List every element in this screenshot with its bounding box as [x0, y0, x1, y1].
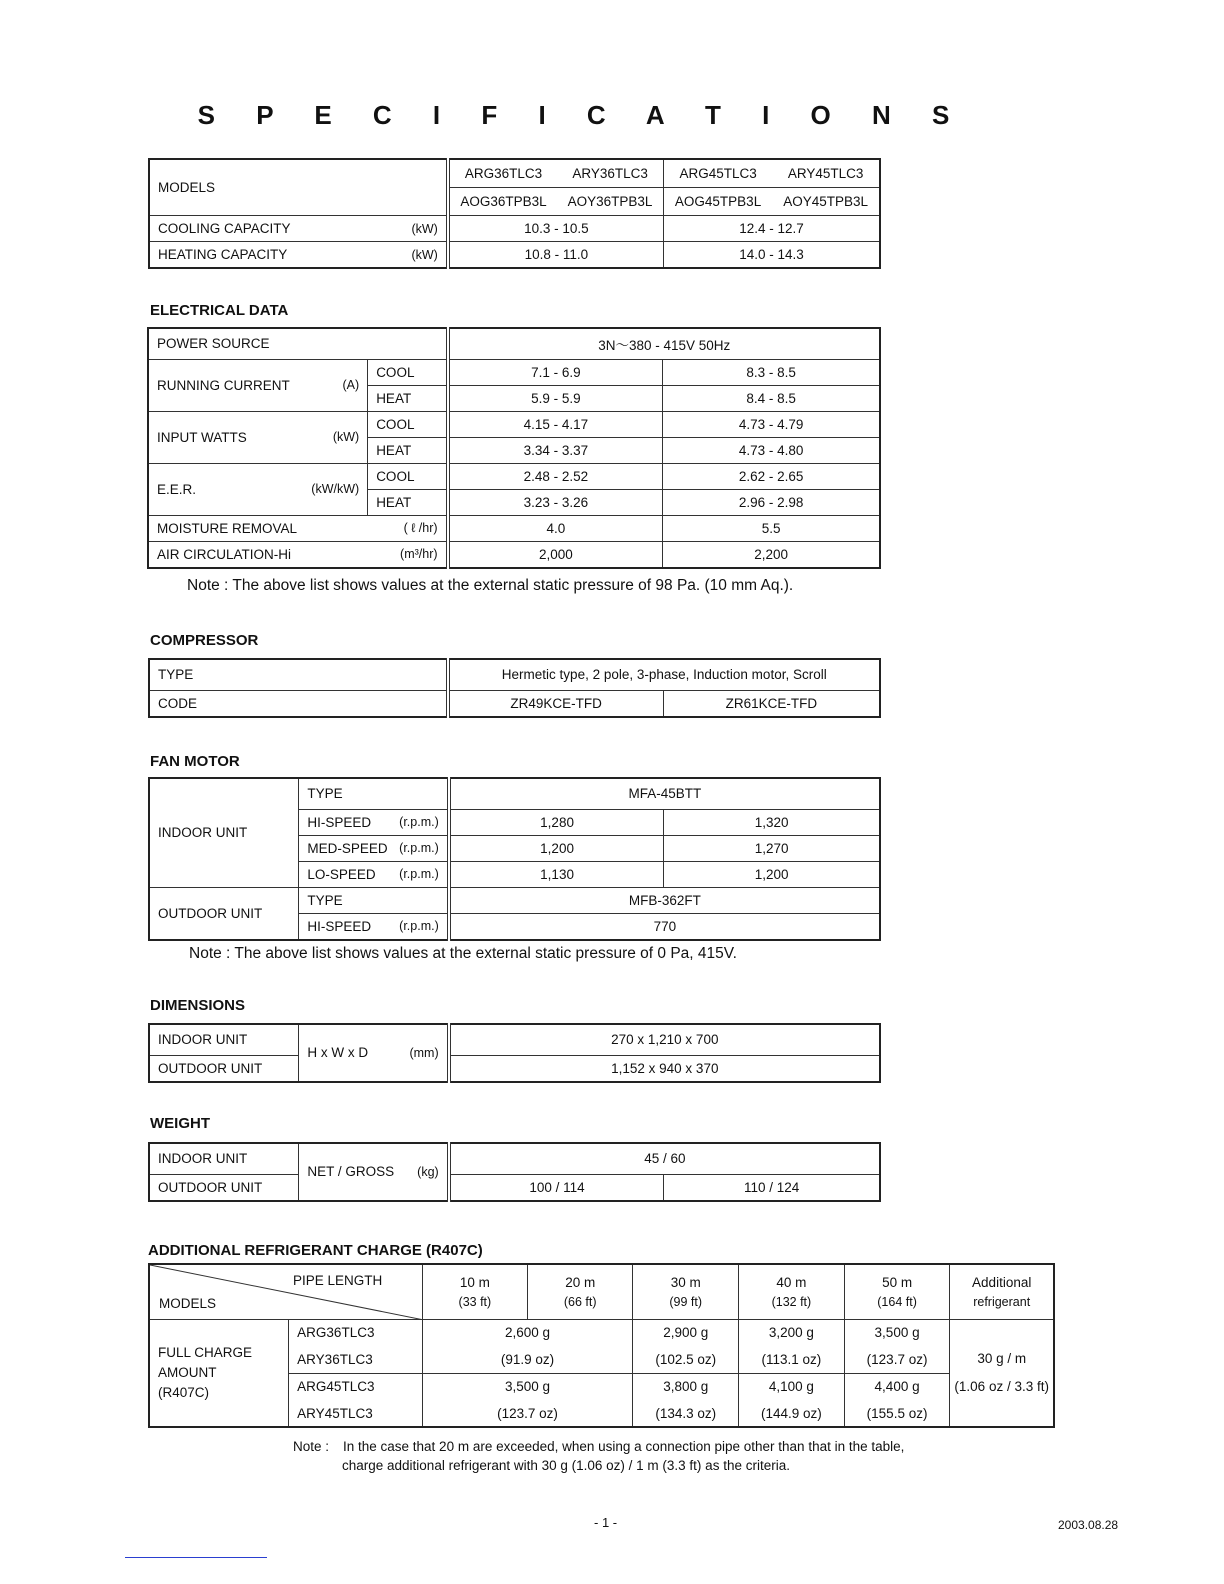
value-cell: 4,400 g: [844, 1373, 950, 1400]
diagonal-line: [150, 1265, 424, 1320]
models-label: MODELS: [149, 159, 448, 216]
hi-speed-label: HI-SPEED (r.p.m.): [299, 913, 449, 940]
length-10m: 10 m (33 ft): [422, 1264, 527, 1319]
heating-capacity-value: 14.0 - 14.3: [663, 242, 880, 269]
page-number: - 1 -: [594, 1515, 618, 1530]
model-name: ARY45TLC3: [289, 1400, 423, 1427]
model-name: AOY45TPB3L: [783, 194, 868, 209]
model-name: AOG45TPB3L: [674, 194, 762, 209]
mode-heat: HEAT: [368, 489, 448, 515]
dimensions-heading: DIMENSIONS: [150, 997, 246, 1014]
power-source-value: 3N～380 - 415V 50Hz: [448, 328, 880, 359]
refrigerant-note-line2: charge additional refrigerant with 30 g (1.06 oz) / 1 m (3.3 ft) as the criteria.: [342, 1458, 790, 1473]
cooling-capacity-value: 10.3 - 10.5: [448, 216, 664, 242]
value-cell: 4.73 - 4.80: [663, 437, 880, 463]
fan-motor-heading: FAN MOTOR: [150, 753, 240, 770]
models-label: MODELS: [159, 1296, 217, 1311]
mode-heat: HEAT: [368, 385, 448, 411]
value-cell: 3,500 g: [422, 1373, 633, 1400]
net-gross-label: NET / GROSS (kg): [299, 1143, 449, 1201]
mode-cool: COOL: [368, 359, 448, 385]
link-underline: [125, 1557, 267, 1558]
value-cell: MFB-362FT: [449, 887, 880, 913]
compressor-code-label: CODE: [149, 690, 448, 717]
value-cell: 4,100 g: [739, 1373, 845, 1400]
dim-outdoor-label: OUTDOOR UNIT: [149, 1055, 299, 1082]
model-name: AOG36TPB3L: [460, 194, 547, 209]
value-cell: ZR49KCE-TFD: [448, 690, 664, 717]
length-30m: 30 m (99 ft): [633, 1264, 739, 1319]
model-name: ARG45TLC3: [289, 1373, 423, 1400]
cooling-capacity-value: 12.4 - 12.7: [663, 216, 880, 242]
value-cell: (144.9 oz): [739, 1400, 845, 1427]
value-cell: 2,000: [448, 541, 663, 568]
model-name: AOY36TPB3L: [567, 194, 653, 209]
value-cell: 1,320: [664, 809, 880, 835]
running-current-label: RUNNING CURRENT (A): [148, 359, 368, 411]
value-cell: 5.5: [663, 515, 880, 541]
value-cell: 3,200 g: [739, 1319, 845, 1346]
value-cell: 7.1 - 6.9: [448, 359, 663, 385]
air-circulation-label: AIR CIRCULATION-Hi (m³/hr): [148, 541, 448, 568]
value-cell: 100 / 114: [449, 1174, 664, 1201]
value-cell: (155.5 oz): [844, 1400, 950, 1427]
mode-cool: COOL: [368, 463, 448, 489]
value-cell: 2,200: [663, 541, 880, 568]
weight-outdoor-label: OUTDOOR UNIT: [149, 1174, 299, 1201]
model-name: ARG45TLC3: [679, 166, 757, 181]
value-cell: 1,200: [664, 861, 880, 887]
value-cell: (113.1 oz): [739, 1346, 845, 1373]
fan-motor-note: Note : The above list shows values at the external static pressure of 0 Pa, 415V.: [189, 945, 737, 962]
hwd-label: H x W x D (mm): [299, 1024, 449, 1082]
value-cell: 270 x 1,210 x 700: [449, 1024, 880, 1055]
value-cell: 5.9 - 5.9: [448, 385, 663, 411]
value-cell: 1,270: [664, 835, 880, 861]
value-cell: (134.3 oz): [633, 1400, 739, 1427]
heating-capacity-value: 10.8 - 11.0: [448, 242, 664, 269]
lo-speed-label: LO-SPEED (r.p.m.): [299, 861, 449, 887]
electrical-heading: ELECTRICAL DATA: [150, 302, 289, 319]
document-date: 2003.08.28: [1058, 1518, 1119, 1532]
refrigerant-note-line1: In the case that 20 m are exceeded, when using a connection pipe other than that in the table,: [343, 1439, 905, 1454]
dim-indoor-label: INDOOR UNIT: [149, 1024, 299, 1055]
value-cell: 3.34 - 3.37: [448, 437, 663, 463]
value-cell: 4.0: [448, 515, 663, 541]
value-cell: (91.9 oz): [422, 1346, 633, 1373]
value-cell: 2.96 - 2.98: [663, 489, 880, 515]
fan-motor-table: [148, 777, 881, 941]
value-cell: 1,152 x 940 x 370: [449, 1055, 880, 1082]
value-cell: 8.4 - 8.5: [663, 385, 880, 411]
power-source-label: POWER SOURCE: [148, 328, 448, 359]
refrigerant-heading: ADDITIONAL REFRIGERANT CHARGE (R407C): [148, 1242, 483, 1259]
value-cell: 3,500 g: [844, 1319, 950, 1346]
fan-indoor-label: INDOOR UNIT: [149, 778, 299, 887]
page-title: S P E C I F I C A T I O N S: [197, 100, 967, 130]
model-name: ARY36TLC3: [572, 166, 648, 181]
model-name: ARG36TLC3: [289, 1319, 423, 1346]
fan-outdoor-label: OUTDOOR UNIT: [149, 887, 299, 940]
additional-refrigerant-value: 30 g / m (1.06 oz / 3.3 ft): [950, 1319, 1054, 1427]
refrigerant-note-prefix: Note :: [293, 1439, 330, 1454]
weight-table: [148, 1142, 881, 1202]
length-40m: 40 m (132 ft): [739, 1264, 845, 1319]
length-50m: 50 m (164 ft): [844, 1264, 950, 1319]
eer-label: E.E.R. (kW/kW): [148, 463, 368, 515]
value-cell: 2,600 g: [422, 1319, 633, 1346]
value-cell: (102.5 oz): [633, 1346, 739, 1373]
value-cell: 2.48 - 2.52: [448, 463, 663, 489]
compressor-heading: COMPRESSOR: [150, 632, 259, 649]
pipe-length-label: PIPE LENGTH: [293, 1273, 383, 1288]
fan-type-label: TYPE: [299, 778, 449, 809]
dimensions-table: [148, 1023, 881, 1083]
value-cell: 4.73 - 4.79: [663, 411, 880, 437]
input-watts-label: INPUT WATTS (kW): [148, 411, 368, 463]
models-table: [148, 158, 881, 269]
compressor-table: [148, 658, 881, 718]
compressor-type-label: TYPE: [149, 659, 448, 690]
value-cell: 4.15 - 4.17: [448, 411, 663, 437]
med-speed-label: MED-SPEED (r.p.m.): [299, 835, 449, 861]
mode-heat: HEAT: [368, 437, 448, 463]
model-name: ARG36TLC3: [464, 166, 543, 181]
value-cell: 1,200: [449, 835, 664, 861]
fan-type-label: TYPE: [299, 887, 449, 913]
additional-refrigerant-header: Additional refrigerant: [950, 1264, 1054, 1319]
full-charge-label: FULL CHARGE AMOUNT (R407C): [149, 1319, 289, 1427]
value-cell: 2.62 - 2.65: [663, 463, 880, 489]
cooling-capacity-label: COOLING CAPACITY (kW): [149, 216, 448, 242]
value-cell: ZR61KCE-TFD: [663, 690, 880, 717]
weight-heading: WEIGHT: [150, 1115, 210, 1132]
refrigerant-table: [148, 1263, 1055, 1428]
value-cell: (123.7 oz): [844, 1346, 950, 1373]
weight-indoor-label: INDOOR UNIT: [149, 1143, 299, 1174]
pipe-length-header: [149, 1264, 422, 1319]
value-cell: 3.23 - 3.26: [448, 489, 663, 515]
model-name: ARY45TLC3: [787, 166, 864, 181]
electrical-note: Note : The above list shows values at the external static pressure of 98 Pa. (10 mm Aq.).: [187, 577, 794, 594]
value-cell: 770: [449, 913, 880, 940]
value-cell: 3,800 g: [633, 1373, 739, 1400]
value-cell: 110 / 124: [664, 1174, 880, 1201]
length-20m: 20 m (66 ft): [528, 1264, 633, 1319]
value-cell: 8.3 - 8.5: [663, 359, 880, 385]
value-cell: (123.7 oz): [422, 1400, 633, 1427]
electrical-table: [147, 327, 881, 569]
hi-speed-label: HI-SPEED (r.p.m.): [299, 809, 449, 835]
value-cell: 2,900 g: [633, 1319, 739, 1346]
heating-capacity-label: HEATING CAPACITY (kW): [149, 242, 448, 269]
compressor-type-value: Hermetic type, 2 pole, 3-phase, Induction motor, Scroll: [448, 659, 880, 690]
value-cell: 1,130: [449, 861, 664, 887]
moisture-removal-label: MOISTURE REMOVAL ( ℓ /hr): [148, 515, 448, 541]
model-name: ARY36TLC3: [289, 1346, 423, 1373]
value-cell: MFA-45BTT: [449, 778, 880, 809]
value-cell: 45 / 60: [449, 1143, 880, 1174]
value-cell: 1,280: [449, 809, 664, 835]
mode-cool: COOL: [368, 411, 448, 437]
